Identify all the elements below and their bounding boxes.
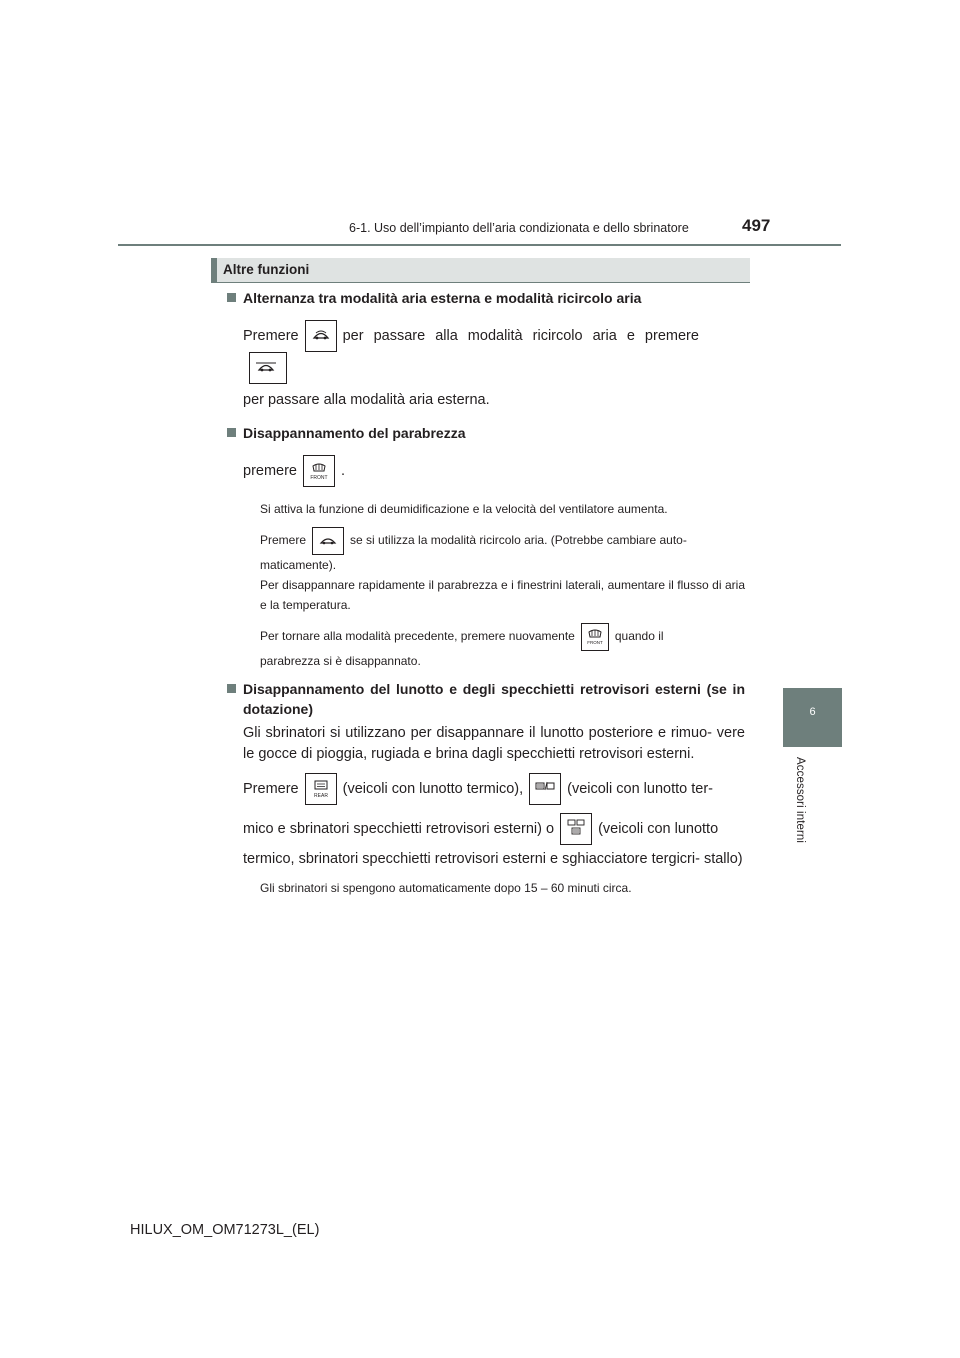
outside-air-button-icon	[249, 352, 287, 384]
footer-code: HILUX_OM_OM71273L_(EL)	[130, 1222, 320, 1238]
section-header	[211, 258, 750, 283]
para-wiper: termico, sbrinatori specchietti retrovisori esterni e sghiacciatore tergicri- stallo)	[243, 851, 743, 867]
note-dehumidify: Si attiva la funzione di deumidificazione e la velocità del ventilatore aumenta.	[260, 502, 668, 516]
front-defogger-button-icon	[303, 455, 335, 487]
rear-label: REAR	[313, 793, 328, 799]
rear-mirror-defogger-button-icon	[529, 773, 561, 805]
chapter-tab[interactable]	[783, 688, 842, 747]
note-quick-defog: Per disappannare rapidamente il parabrezza e i finestrini laterali, aumentare il flusso di aria e la temperatura.	[260, 578, 745, 612]
heading-windshield-defog: Disappannamento del parabrezza	[225, 423, 745, 443]
para-defrosters: Gli sbrinatori si utilizzano per disappannare il lunotto posteriore e rimuo- vere le gocce di pioggia, rugiada e brina dagli specchietti retrovisori esterni.	[243, 725, 745, 762]
para-windshield-defog: premere FRONT .	[225, 455, 745, 487]
chapter-number: 6	[809, 706, 816, 718]
front-defogger-button-icon	[581, 623, 609, 651]
para-air-mode: Premere per passare alla modalità ricircolo aria e premere per passare alla modalità aria esterna.	[225, 320, 745, 411]
note-auto-off: Gli sbrinatori si spengono automaticamente dopo 15 – 60 minuti circa.	[260, 881, 632, 895]
para-mirror-buttons: mico e sbrinatori specchietti retrovisori esterni) o (veicoli con lunotto	[225, 813, 745, 845]
note-recirculation: Premere se si utilizza la modalità ricircolo aria. (Potrebbe cambiare auto- maticamente).	[225, 527, 745, 575]
section-accent	[211, 258, 217, 282]
header-rule	[118, 244, 841, 246]
note-return-mode: Per tornare alla modalità precedente, premere nuovamente FRONT quando il parabrezza si è disappannato.	[225, 623, 745, 671]
section-title: Altre funzioni	[223, 262, 310, 277]
chapter-label: Accessori interni	[794, 757, 806, 844]
recirculation-button-icon	[305, 320, 337, 352]
recirculation-button-icon	[312, 527, 344, 555]
page-number: 497	[742, 216, 771, 235]
front-label: FRONT	[310, 475, 328, 481]
header-title: 6-1. Uso dell’impianto dell’aria condizionata e dello sbrinatore	[349, 221, 689, 235]
rear-mirror-wiper-defogger-button-icon	[560, 813, 592, 845]
rear-defogger-button-icon	[305, 773, 337, 805]
para-rear-buttons: Premere REAR (veicoli con lunotto termico), (veicoli con lunotto ter-	[225, 773, 745, 805]
heading-air-mode: Alternanza tra modalità aria esterna e modalità ricircolo aria	[225, 288, 745, 308]
front-label: FRONT	[587, 640, 603, 645]
content	[225, 288, 745, 898]
heading-rear-defog: Disappannamento del lunotto e degli specchietti retrovisori esterni (se in dotazione)	[225, 679, 745, 719]
